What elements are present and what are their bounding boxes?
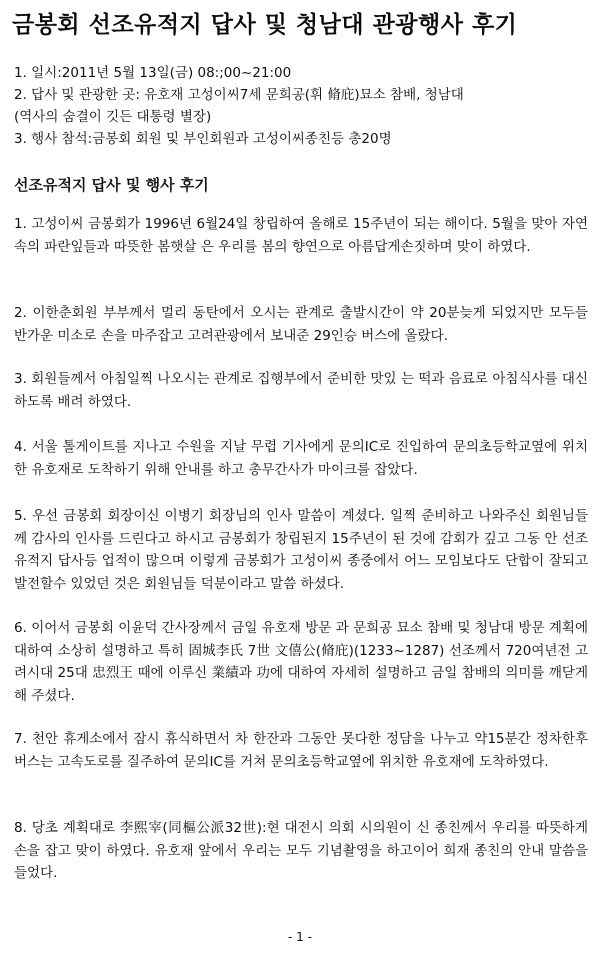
section-heading: 선조유적지 답사 및 행사 후기 — [14, 176, 209, 194]
paragraph-6: 6. 이어서 금봉회 이윤덕 간사장께서 금일 유호재 방문 과 문희공 묘소 참배 및 청남대 방문 계획에 대하여 소상히 설명하고 특히 固城李氏 7世 文僖公(脩庇)(1233~1287) 선조께서 720여년전 고려시대 25대 忠烈王 때에 이루신 業績과 功에 대하여 자세히 설명하고 금일 참배의 의미를 깨닫게 해 주셨다. — [14, 620, 588, 704]
info-attendees: 3. 행사 참석:금봉회 회원 및 부인회원과 고성이씨종친등 총20명 — [14, 131, 392, 147]
paragraph-1: 1. 고성이씨 금봉회가 1996년 6월24일 창립하여 올해로 15주년이 되는 해이다. 5월을 맞아 자연속의 파란잎들과 따뜻한 봄햇살 은 우리를 봄의 향연으로 아름답게손짓하며 맞이 하였다. — [14, 216, 588, 255]
paragraph-4: 4. 서울 톨게이트를 지나고 수원을 지날 무렵 기사에게 문의IC로 진입하여 문의초등학교옆에 위치한 유호재로 도착하기 위해 안내를 하고 총무간사가 마이크를 잡았다. — [14, 439, 588, 478]
info-date: 1. 일시:2011년 5월 13일(금) 08:;00~21:00 — [14, 65, 292, 81]
info-places-note: (역사의 숨결이 깃든 대통령 별장) — [14, 109, 212, 125]
paragraph-5: 5. 우선 금봉회 회장이신 이병기 회장님의 인사 말씀이 계셨다. 일찍 준비하고 나와주신 회원님들께 감사의 인사를 드린다고 하시고 금봉회가 창립된지 15주년이 된 것에 감회가 깊고 그동 안 선조 유적지 답사등 업적이 많으며 이렇게 금봉회가 고성이씨 종중에서 어느 모임보다도 단합이 잘되고 발전할수 있었던 것은 회원님들 덕분이라고 말씀 하셨다. — [14, 508, 588, 592]
page-number: - 1 - — [288, 930, 312, 944]
paragraph-3: 3. 회원들께서 아침일찍 나오시는 관계로 집행부에서 준비한 맛있 는 떡과 음료로 아침식사를 대신하도록 배려 하였다. — [14, 371, 588, 410]
paragraph-2: 2. 이한춘회원 부부께서 멀리 동탄에서 오시는 관계로 출발시간이 약 20분늦게 되었지만 모두들 반가운 미소로 손을 마주잡고 고려관광에서 보내준 29인승 버스에 올랐다. — [14, 305, 588, 344]
paragraph-7: 7. 천안 휴게소에서 잠시 휴식하면서 차 한잔과 그동안 못다한 정담을 나누고 약15분간 정차한후 버스는 고속도로를 질주하여 문의IC를 거쳐 문의초등학교옆에 위치한 유호재에 도착하였다. — [14, 731, 588, 770]
paragraph-8: 8. 당초 계획대로 李熙宰(同樞公派32世):현 대전시 의회 시의원이 신 종친께서 우리를 따뜻하게 손을 잡고 맞이 하였다. 유호재 앞에서 우리는 모두 기념촬영을 하고이어 희재 종친의 안내 말씀을 들었다. — [14, 820, 588, 881]
event-info — [14, 62, 590, 150]
info-places: 2. 답사 및 관광한 곳: 유호재 고성이씨7세 문희공(휘 脩庇)묘소 참배, 청남대 — [14, 87, 464, 103]
document-title: 금봉회 선조유적지 답사 및 청남대 관광행사 후기 — [12, 12, 518, 38]
